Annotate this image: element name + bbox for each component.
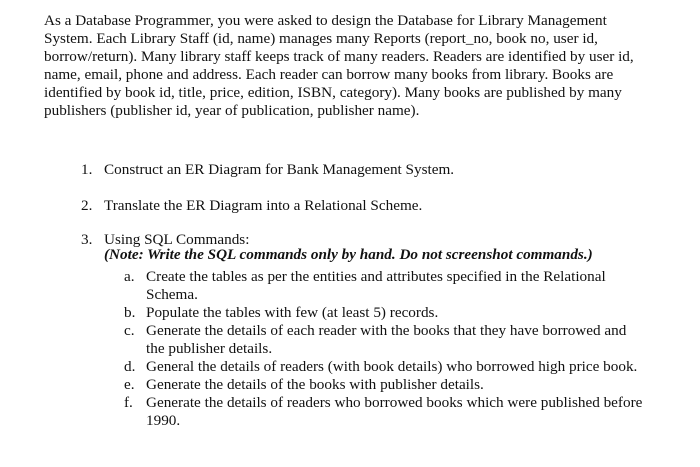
intro-line: name, email, phone and address. Each reader can borrow many books from library. Books are — [44, 65, 614, 83]
intro-line: identified by book id, title, price, edition, ISBN, category). Many books are published by many — [44, 83, 622, 101]
question-text: Translate the ER Diagram into a Relational Scheme. — [104, 197, 423, 214]
note-text: (Note: Write the SQL commands only by hand. Do not screenshot commands.) — [104, 246, 593, 263]
sub-item-text — [146, 394, 642, 430]
sub-item-line: the publisher details. — [146, 339, 273, 357]
sub-item-letter: a. — [124, 268, 135, 285]
intro-line: borrow/return). Many library staff keeps track of many readers. Readers are identified by user id, — [44, 47, 634, 65]
intro-line: publishers (publisher id, year of publication, publisher name). — [44, 101, 420, 119]
question-text: Construct an ER Diagram for Bank Management System. — [104, 161, 455, 178]
sub-item-line: Generate the details of the books with publisher details. — [146, 376, 484, 393]
intro-line: System. Each Library Staff (id, name) manages many Reports (report_no, book no, user id, — [44, 29, 598, 47]
question-number: 1. — [81, 161, 93, 178]
sub-item-text — [146, 322, 626, 358]
sub-item-line: Generate the details of each reader with the books that they have borrowed and — [146, 322, 627, 339]
question-number: 3. — [81, 231, 93, 248]
sub-item-text — [146, 304, 438, 322]
sub-item-letter: e. — [124, 376, 135, 393]
sub-item-letter: b. — [124, 304, 136, 321]
sub-item-line: 1990. — [146, 411, 181, 429]
sub-item-line: General the details of readers (with book details) who borrowed high price book. — [146, 358, 638, 375]
sub-item-line: Generate the details of readers who borrowed books which were published before — [146, 394, 643, 411]
sub-item-letter: d. — [124, 358, 136, 375]
sub-item-letter: f. — [124, 394, 133, 411]
sub-item-line: Create the tables as per the entities and attributes specified in the Relational — [146, 268, 606, 285]
sub-item-text — [146, 268, 606, 304]
sub-item-text — [146, 376, 484, 394]
sub-item-line: Schema. — [146, 285, 198, 303]
sub-item-text — [146, 358, 637, 376]
intro-line: As a Database Programmer, you were asked to design the Database for Library Management — [44, 12, 607, 29]
question-number: 2. — [81, 197, 93, 214]
intro-paragraph — [44, 12, 644, 119]
sub-item-line: Populate the tables with few (at least 5) records. — [146, 304, 439, 321]
question-text: Using SQL Commands: — [104, 231, 250, 248]
sub-item-letter: c. — [124, 322, 135, 339]
